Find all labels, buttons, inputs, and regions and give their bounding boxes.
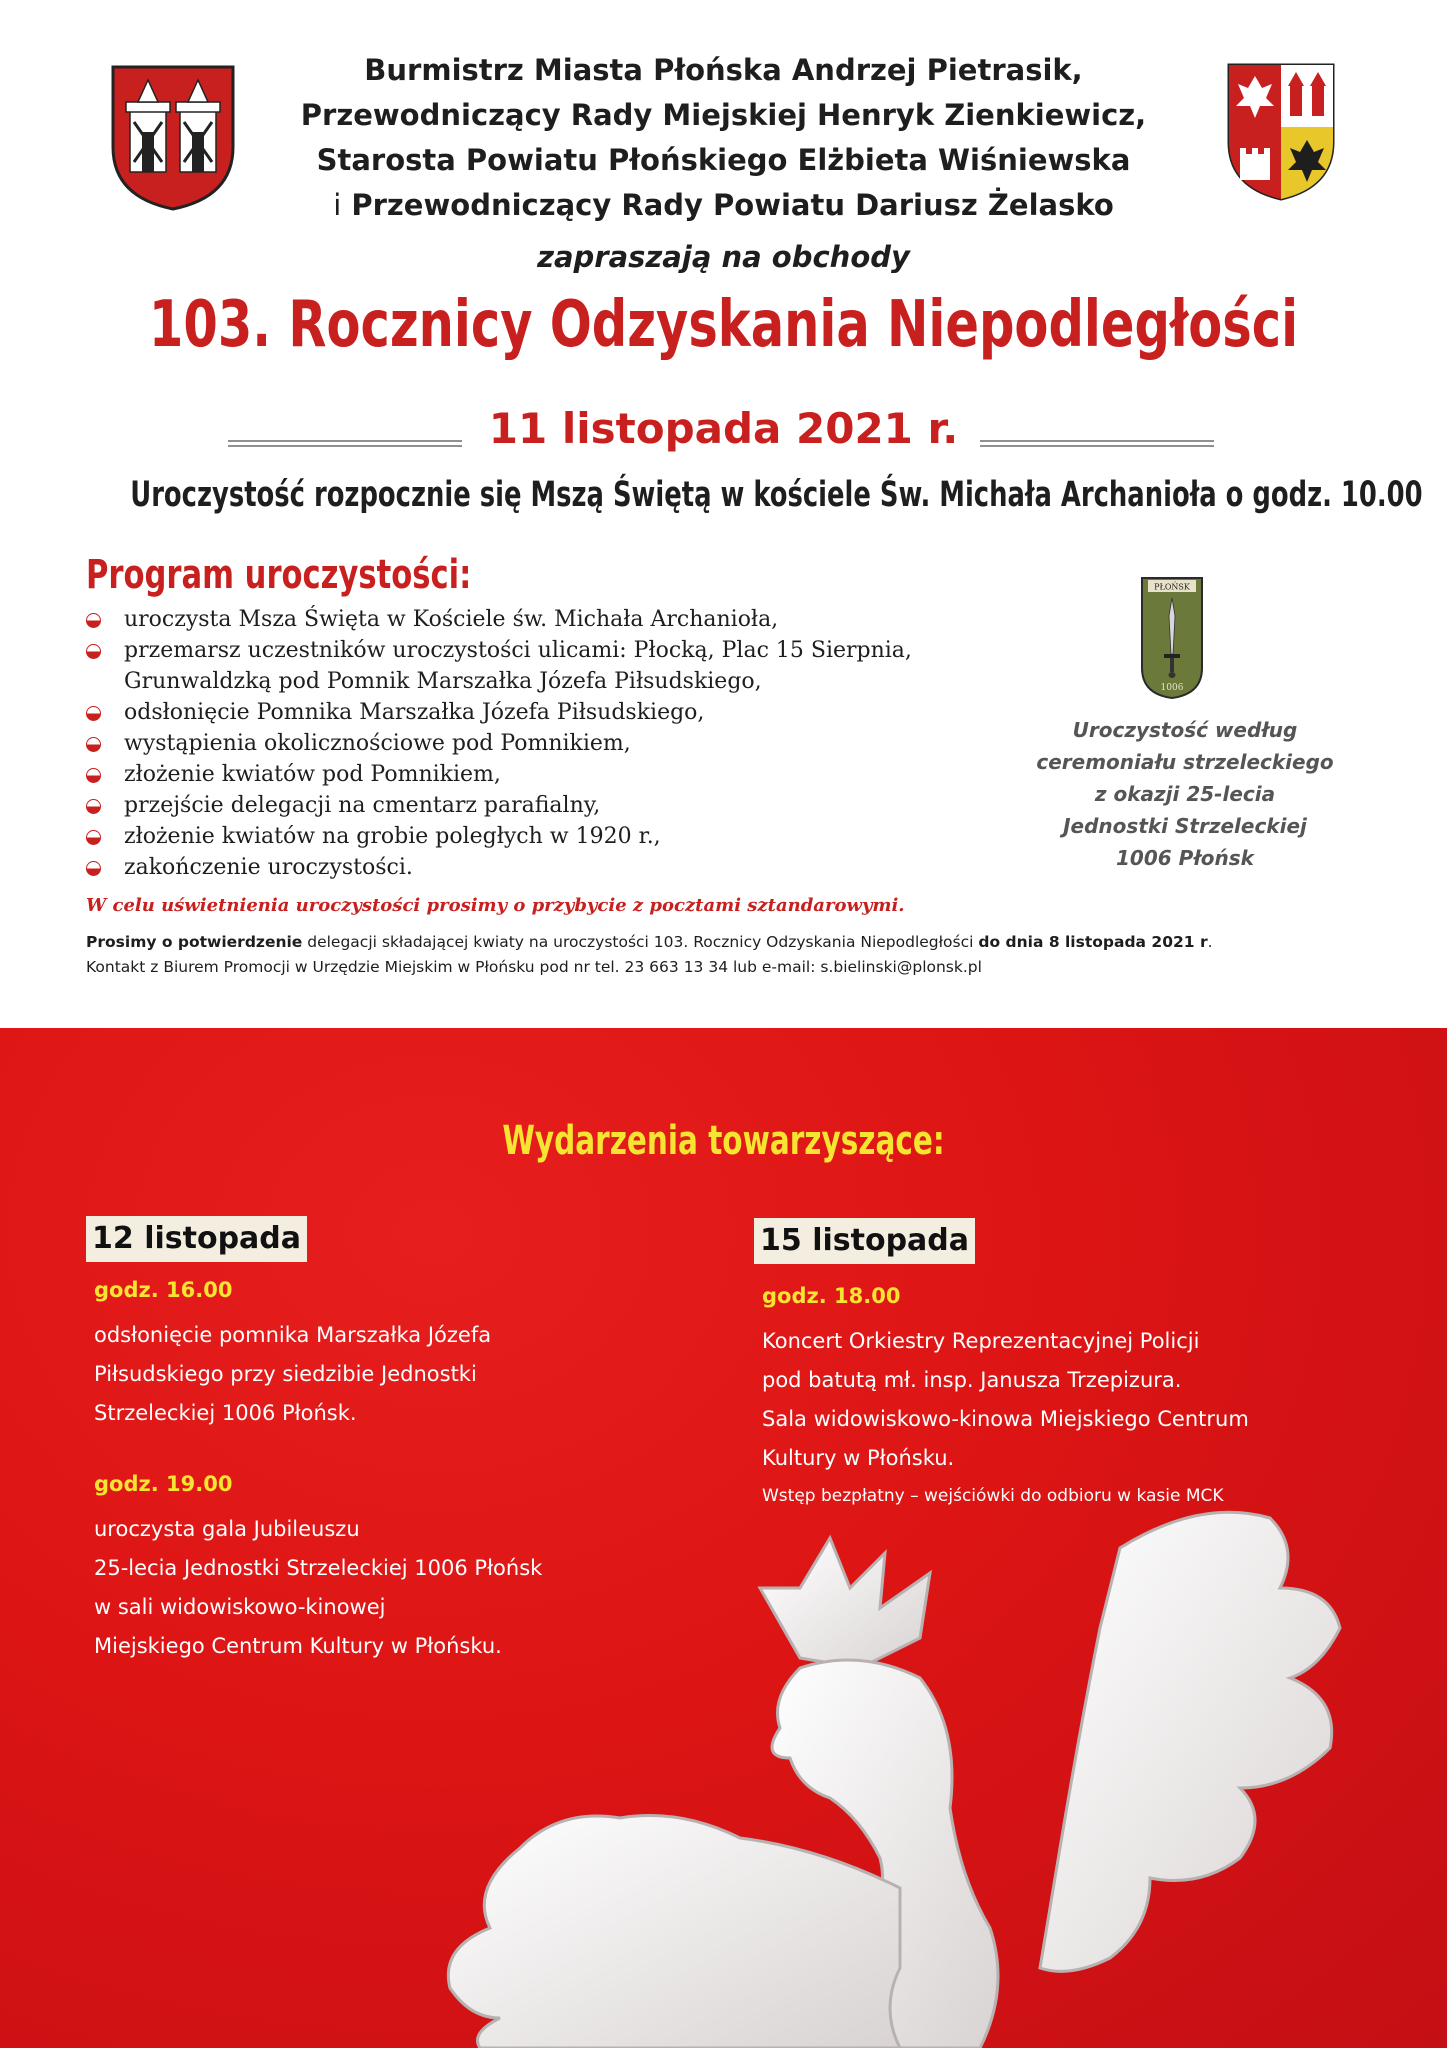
event-hour: godz. 16.00 <box>94 1278 233 1302</box>
event-date: 11 listopada 2021 r. <box>488 404 959 453</box>
conjunction: i <box>333 188 342 222</box>
date-tag-day2: 15 listopada <box>754 1218 975 1264</box>
organizers-block <box>250 48 1197 228</box>
program-item: odsłonięcie Pomnika Marszałka Józefa Piłsudskiego, <box>86 697 986 728</box>
program-item: złożenie kwiatów pod Pomnikiem, <box>86 759 986 790</box>
side-events-section <box>0 1028 1447 2048</box>
banners-request: W celu uświetnienia uroczystości prosimy o przybycie z pocztami sztandarowymi. <box>86 895 905 916</box>
bullet-icon <box>86 613 101 628</box>
confirmation-info: Prosimy o potwierdzenie delegacji składającej kwiaty na uroczystości 103. Rocznicy Odzyskania Niepodległości do dnia 8 listopada 2021 r. Kontakt z Biurem Promocji w Urzędzie Miejskim w Płońsku pod nr tel. 23 663 13 34 lub e-mail: s.bielinski@plonsk.pl <box>86 930 1386 980</box>
bullet-icon <box>86 737 101 752</box>
event-description: Koncert Orkiestry Reprezentacyjnej Policji pod batutą mł. insp. Janusza Trzepizura. Sala widowiskowo-kinowa Miejskiego Centrum Kultury w Płońsku. <box>762 1329 1249 1470</box>
program-item: wystąpienia okolicznościowe pod Pomnikiem, <box>86 728 986 759</box>
program-item: uroczysta Msza Święta w Kościele św. Michała Archanioła, <box>86 604 986 635</box>
badge-bottom-text: 1006 <box>1160 683 1184 693</box>
county-coat-of-arms-icon <box>1226 62 1356 212</box>
program-item: przejście delegacji na cmentarz parafialny, <box>86 790 986 821</box>
organizer-line: Burmistrz Miasta Płońska Andrzej Pietrasik, <box>364 53 1083 87</box>
bullet-icon <box>86 861 101 876</box>
date-row <box>0 404 1447 464</box>
bullet-icon <box>86 644 101 659</box>
program-list <box>86 604 986 883</box>
contact-line: Kontakt z Biurem Promocji w Urzędzie Miejskim w Płońsku pod nr tel. 23 663 13 34 lub e-mail: s.bielinski@plonsk.pl <box>86 958 982 976</box>
invite-line: zapraszają na obchody <box>537 240 910 274</box>
program-item: zakończenie uroczystości. <box>86 852 986 883</box>
date-tag-day1: 12 listopada <box>86 1216 307 1262</box>
event-title: 103. Rocznicy Odzyskania Niepodległości <box>148 288 1299 362</box>
city-coat-of-arms-icon <box>108 62 238 212</box>
organizer-line <box>250 183 1197 228</box>
bullet-icon <box>86 768 101 783</box>
unit-badge-icon <box>1140 576 1204 700</box>
free-entry-note: Wstęp bezpłatny – wejściówki do odbioru w kasie MCK <box>762 1486 1224 1506</box>
bullet-icon <box>86 830 101 845</box>
bullet-icon <box>86 706 101 721</box>
organizer-line-text: Przewodniczący Rady Powiatu Dariusz Żelasko <box>351 188 1114 222</box>
organizer-line: Przewodniczący Rady Miejskiej Henryk Zienkiewicz, <box>300 98 1147 132</box>
badge-top-text: PŁOŃSK <box>1154 582 1190 592</box>
program-item: przemarsz uczestników uroczystości ulicami: Płocką, Plac 15 Sierpnia, Grunwaldzką pod Pomnik Marszałka Józefa Piłsudskiego, <box>86 635 986 697</box>
event-description: odsłonięcie pomnika Marszałka Józefa Piłsudskiego przy siedzibie Jednostki Strzeleckiej 1006 Płońsk. <box>94 1323 492 1425</box>
organizer-line: Starosta Powiatu Płońskiego Elżbieta Wiśniewska <box>316 143 1131 177</box>
event-hour: godz. 19.00 <box>94 1472 233 1496</box>
program-item: złożenie kwiatów na grobie poległych w 1920 r., <box>86 821 986 852</box>
event-hour: godz. 18.00 <box>762 1284 901 1308</box>
side-events-title: Wydarzenia towarzyszące: <box>502 1118 945 1164</box>
event-description: uroczysta gala Jubileuszu 25-lecia Jednostki Strzeleckiej 1006 Płońsk w sali widowiskowo-kinowej Miejskiego Centrum Kultury w Płońsku. <box>94 1517 543 1658</box>
bullet-icon <box>86 799 101 814</box>
program-title: Program uroczystości: <box>86 552 472 598</box>
ceremony-note: Uroczystość według ceremoniału strzeleckiego z okazji 25-lecia Jednostki Strzeleckiej 1006 Płońsk <box>1036 718 1334 870</box>
mass-info: Uroczystość rozpocznie się Mszą Świętą w kościele Św. Michała Archanioła o godz. 10.00 <box>130 475 1423 515</box>
